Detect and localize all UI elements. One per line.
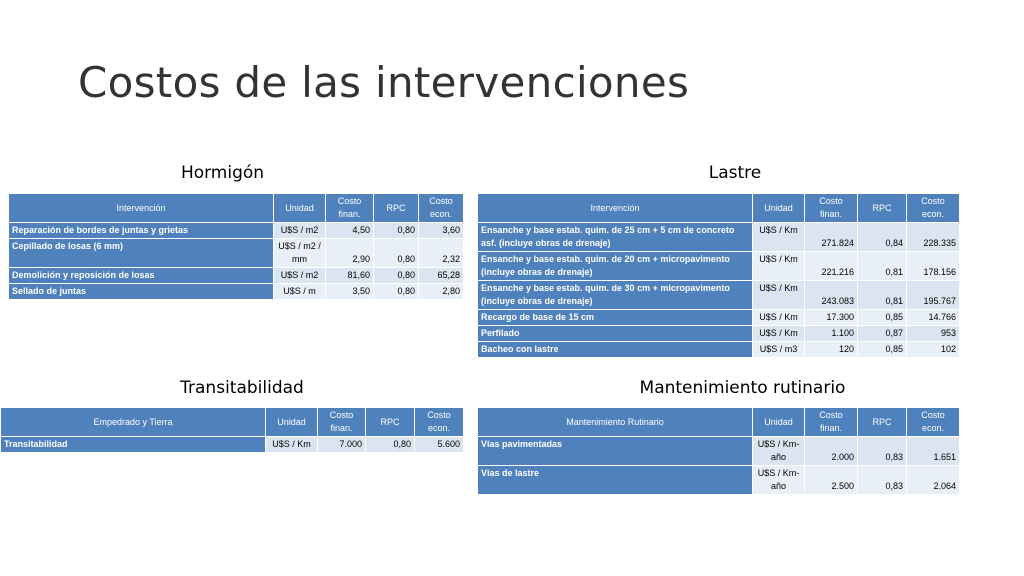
unit-cell: U$S / Km-año — [753, 466, 805, 495]
economic-cost-cell: 953 — [907, 326, 960, 342]
table-row — [478, 342, 960, 358]
table-mantenimiento — [477, 407, 960, 495]
unit-cell: U$S / m2 — [274, 268, 326, 284]
table-row — [478, 281, 960, 310]
financial-cost-cell: 2,90 — [326, 239, 374, 268]
header-economic-cost: Costo econ. — [907, 408, 960, 437]
table-row — [1, 437, 464, 453]
intervention-cell: Ensanche y base estab. quim. de 20 cm + micropavimento (incluye obras de drenaje) — [478, 252, 753, 281]
header-intervention: Mantenimiento Rutinario — [478, 408, 753, 437]
unit-cell: U$S / m3 — [753, 342, 805, 358]
header-unit: Unidad — [753, 408, 805, 437]
header-financial-cost: Costo finan. — [805, 194, 858, 223]
economic-cost-cell: 2,80 — [419, 284, 464, 300]
table-row — [9, 284, 464, 300]
economic-cost-cell: 178.156 — [907, 252, 960, 281]
table-row — [9, 223, 464, 239]
rpc-cell: 0,84 — [858, 223, 907, 252]
header-economic-cost: Costo econ. — [415, 408, 464, 437]
rpc-cell: 0,80 — [374, 223, 419, 239]
unit-cell: U$S / m — [274, 284, 326, 300]
intervention-cell: Cepillado de losas (6 mm) — [9, 239, 274, 268]
financial-cost-cell: 221.216 — [805, 252, 858, 281]
intervention-cell: Bacheo con lastre — [478, 342, 753, 358]
unit-cell: U$S / Km — [753, 223, 805, 252]
header-unit: Unidad — [274, 194, 326, 223]
header-financial-cost: Costo finan. — [318, 408, 366, 437]
section-title-lastre: Lastre — [708, 163, 762, 183]
rpc-cell: 0,87 — [858, 326, 907, 342]
financial-cost-cell: 2.500 — [805, 466, 858, 495]
rpc-cell: 0,81 — [858, 252, 907, 281]
financial-cost-cell: 243.083 — [805, 281, 858, 310]
rpc-cell: 0,80 — [374, 268, 419, 284]
economic-cost-cell: 14.766 — [907, 310, 960, 326]
economic-cost-cell: 2.064 — [907, 466, 960, 495]
header-intervention: Intervención — [478, 194, 753, 223]
economic-cost-cell: 5.600 — [415, 437, 464, 453]
economic-cost-cell: 65,28 — [419, 268, 464, 284]
unit-cell: U$S / Km — [753, 326, 805, 342]
table-header-row — [9, 194, 464, 223]
financial-cost-cell: 17.300 — [805, 310, 858, 326]
economic-cost-cell: 228.335 — [907, 223, 960, 252]
unit-cell: U$S / Km — [753, 310, 805, 326]
header-financial-cost: Costo finan. — [326, 194, 374, 223]
header-rpc: RPC — [858, 408, 907, 437]
financial-cost-cell: 271.824 — [805, 223, 858, 252]
header-rpc: RPC — [858, 194, 907, 223]
table-header-row — [478, 194, 960, 223]
financial-cost-cell: 120 — [805, 342, 858, 358]
header-unit: Unidad — [266, 408, 318, 437]
intervention-cell: Sellado de juntas — [9, 284, 274, 300]
economic-cost-cell: 1.651 — [907, 437, 960, 466]
header-intervention: Intervención — [9, 194, 274, 223]
section-title-transitabilidad: Transitabilidad — [180, 378, 304, 398]
economic-cost-cell: 102 — [907, 342, 960, 358]
financial-cost-cell: 7.000 — [318, 437, 366, 453]
header-unit: Unidad — [753, 194, 805, 223]
header-financial-cost: Costo finan. — [805, 408, 858, 437]
intervention-cell: Vías pavimentadas — [478, 437, 753, 466]
intervention-cell: Ensanche y base estab. quim. de 25 cm + 5 cm de concreto asf. (incluye obras de drenaje) — [478, 223, 753, 252]
table-row — [478, 326, 960, 342]
economic-cost-cell: 2,32 — [419, 239, 464, 268]
intervention-cell: Recargo de base de 15 cm — [478, 310, 753, 326]
intervention-cell: Reparación de bordes de juntas y grietas — [9, 223, 274, 239]
financial-cost-cell: 3,50 — [326, 284, 374, 300]
intervention-cell: Transitabilidad — [1, 437, 266, 453]
table-transitabilidad — [0, 407, 464, 453]
table-header-row — [478, 408, 960, 437]
header-intervention: Empedrado y Tierra — [1, 408, 266, 437]
table-row — [9, 239, 464, 268]
table-row — [478, 310, 960, 326]
table-row — [9, 268, 464, 284]
table-header-row — [1, 408, 464, 437]
intervention-cell: Perfilado — [478, 326, 753, 342]
rpc-cell: 0,83 — [858, 466, 907, 495]
intervention-cell: Demolición y reposición de losas — [9, 268, 274, 284]
table-row — [478, 223, 960, 252]
rpc-cell: 0,80 — [374, 284, 419, 300]
unit-cell: U$S / m2 / mm — [274, 239, 326, 268]
table-row — [478, 437, 960, 466]
intervention-cell: Vías de lastre — [478, 466, 753, 495]
rpc-cell: 0,83 — [858, 437, 907, 466]
unit-cell: U$S / m2 — [274, 223, 326, 239]
financial-cost-cell: 1.100 — [805, 326, 858, 342]
table-row — [478, 252, 960, 281]
intervention-cell: Ensanche y base estab. quim. de 30 cm + micropavimento (incluye obras de drenaje) — [478, 281, 753, 310]
unit-cell: U$S / Km — [753, 252, 805, 281]
page-title: Costos de las intervenciones — [78, 58, 690, 107]
financial-cost-cell: 2.000 — [805, 437, 858, 466]
rpc-cell: 0,85 — [858, 310, 907, 326]
financial-cost-cell: 4,50 — [326, 223, 374, 239]
unit-cell: U$S / Km — [753, 281, 805, 310]
rpc-cell: 0,85 — [858, 342, 907, 358]
table-row — [478, 466, 960, 495]
header-rpc: RPC — [366, 408, 415, 437]
financial-cost-cell: 81,60 — [326, 268, 374, 284]
economic-cost-cell: 3,60 — [419, 223, 464, 239]
rpc-cell: 0,80 — [374, 239, 419, 268]
rpc-cell: 0,81 — [858, 281, 907, 310]
unit-cell: U$S / Km — [266, 437, 318, 453]
table-lastre — [477, 193, 960, 358]
header-economic-cost: Costo econ. — [907, 194, 960, 223]
section-title-hormigon: Hormigón — [180, 163, 265, 183]
economic-cost-cell: 195.767 — [907, 281, 960, 310]
header-economic-cost: Costo econ. — [419, 194, 464, 223]
header-rpc: RPC — [374, 194, 419, 223]
section-title-mantenimiento: Mantenimiento rutinario — [639, 378, 846, 398]
rpc-cell: 0,80 — [366, 437, 415, 453]
table-hormigon — [8, 193, 464, 300]
unit-cell: U$S / Km-año — [753, 437, 805, 466]
